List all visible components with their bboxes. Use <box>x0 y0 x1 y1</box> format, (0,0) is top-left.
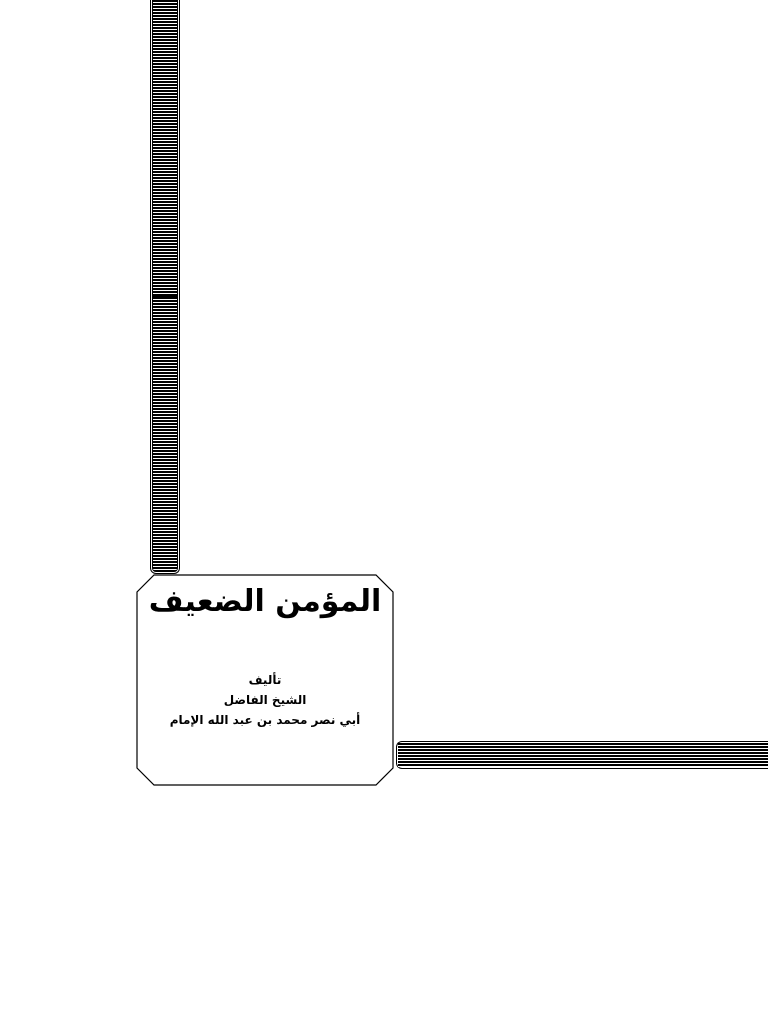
authorship-label: تأليف <box>248 673 282 687</box>
vertical-ornament-mark <box>152 294 178 298</box>
author-credits <box>136 670 394 730</box>
author-name: أبي نصر محمد بن عبد الله الإمام <box>169 713 361 727</box>
author-honorific: الشيخ الفاضل <box>223 693 307 707</box>
title-panel <box>136 574 394 786</box>
horizontal-striped-ornament <box>398 743 768 767</box>
vertical-striped-ornament <box>152 0 178 572</box>
book-title: المؤمن الضعيف <box>148 584 382 619</box>
